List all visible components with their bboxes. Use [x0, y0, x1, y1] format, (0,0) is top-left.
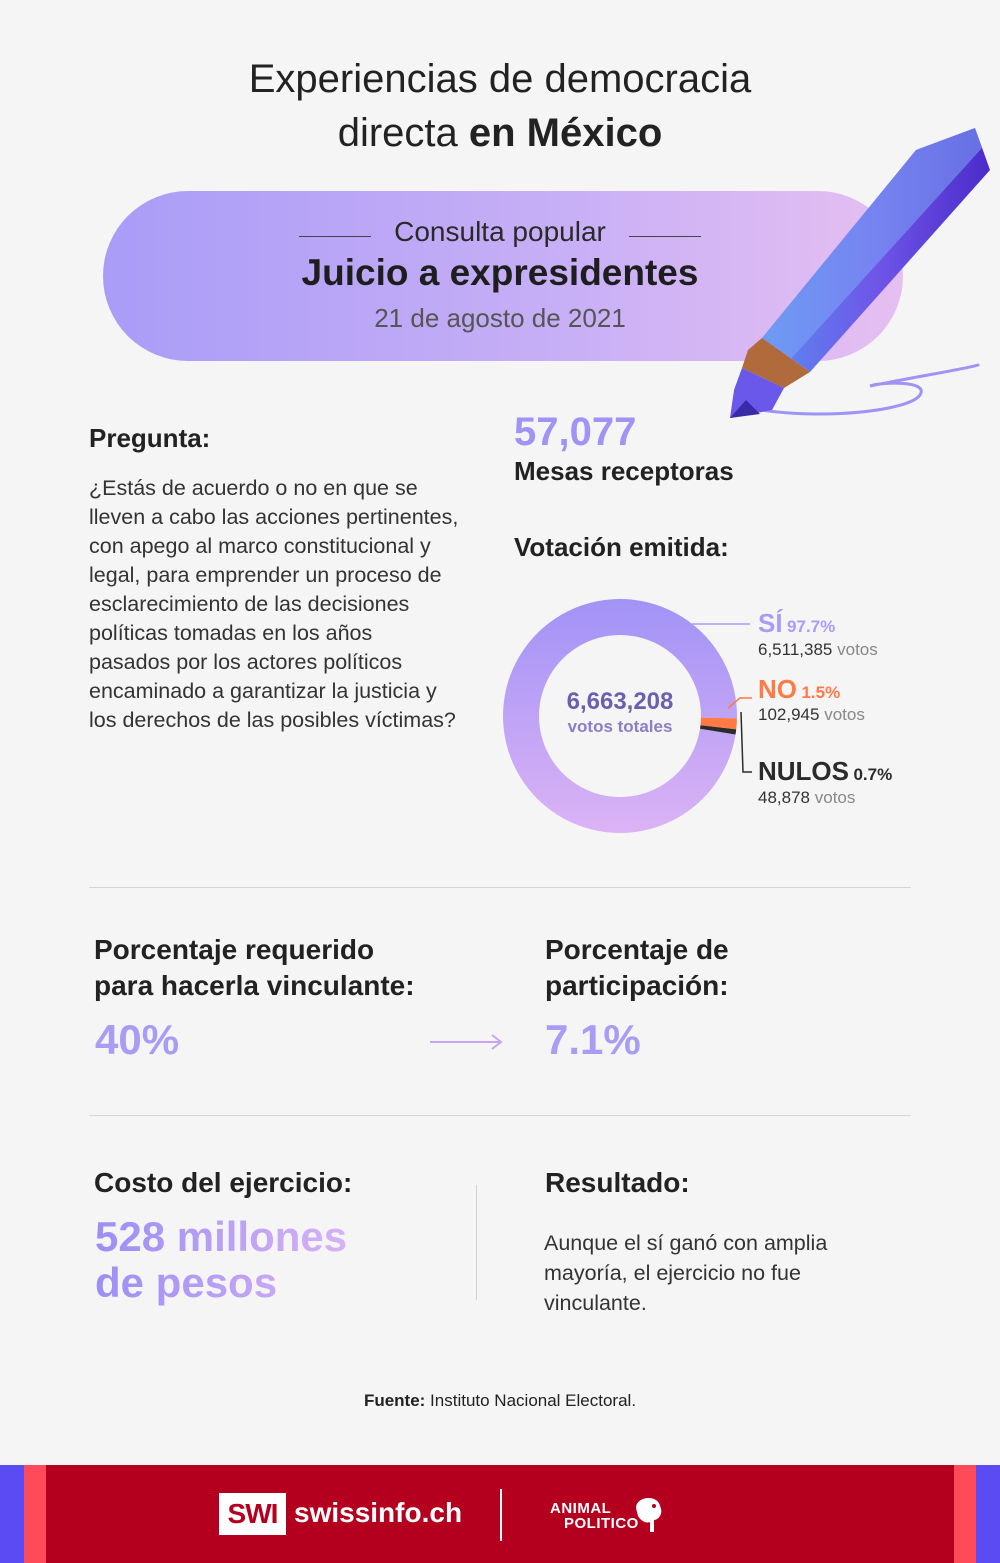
legend-nulos	[758, 756, 892, 787]
required-label	[94, 932, 415, 1004]
pencil-icon	[720, 110, 1000, 440]
title-line-1: Experiencias de democracia	[248, 57, 752, 101]
footer-edge-left-blue	[0, 1465, 24, 1563]
mesas-label: Mesas receptoras	[514, 456, 734, 486]
leader-nulos	[741, 712, 752, 772]
participation-label-line-1: Porcentaje de	[545, 934, 729, 965]
participation-label-line-2: participación:	[545, 970, 729, 1001]
legend-si-votes	[758, 640, 878, 660]
banner-title: Juicio a expresidentes	[301, 252, 699, 293]
votacion-label: Votación emitida:	[514, 532, 729, 562]
legend-nulos-votes-num: 48,878	[758, 788, 810, 807]
legend-si-pct: 97.7%	[787, 617, 836, 636]
legend-no-votes-num: 102,945	[758, 705, 820, 724]
section-vertical-divider	[476, 1185, 477, 1300]
participation-value: 7.1%	[545, 1016, 641, 1063]
legend-nulos-pct: 0.7%	[853, 765, 893, 784]
animal-mascot-icon	[628, 1490, 668, 1536]
participation-label	[545, 932, 729, 1004]
legend-nulos-votes-unit: votos	[814, 788, 856, 807]
question-text: ¿Estás de acuerdo o no en que se lleven a cabo las acciones pertinentes, con apego al marco constitucional y legal, para emprender un proceso de esclarecimiento de las decisiones políticas tomadas en los años pasados por los actores políticos encaminado a garantizar la justicia y los derechos de las posibles víctimas?	[89, 476, 459, 732]
animal-logo-line-1: ANIMAL	[550, 1500, 612, 1517]
banner-subtitle: Consulta popular	[394, 216, 606, 247]
legend-no-votes-unit: votos	[824, 705, 865, 724]
banner-date: 21 de agosto de 2021	[374, 303, 626, 333]
footer-separator	[500, 1489, 502, 1541]
legend-si	[758, 608, 835, 639]
legend-nulos-votes	[758, 788, 855, 808]
cost-value-line-2: de pesos	[95, 1259, 278, 1306]
title-line-2-regular: directa	[337, 111, 469, 155]
legend-si-votes-num: 6,511,385	[758, 640, 833, 659]
swi-logo[interactable]: SWI	[219, 1493, 286, 1535]
donut-total-votes: 6,663,208	[566, 688, 674, 715]
swissinfo-logo-text[interactable]: swissinfo.ch	[294, 1497, 463, 1528]
result-text: Aunque el sí ganó con amplia mayoría, el ejercicio no fue vinculante.	[544, 1231, 828, 1315]
legend-no-pct: 1.5%	[801, 683, 841, 702]
source-note	[0, 1391, 1000, 1411]
cost-value	[95, 1214, 347, 1306]
legend-si-votes-unit: votos	[837, 640, 878, 659]
animal-politico-logo[interactable]	[550, 1501, 639, 1531]
legend-no	[758, 674, 840, 705]
cost-value-line-1: 528 millones	[95, 1213, 348, 1260]
question-label: Pregunta:	[89, 423, 211, 453]
mesas-number: 57,077	[514, 410, 637, 454]
donut-slice-si	[503, 599, 737, 833]
required-label-line-2: para hacerla vinculante:	[94, 970, 415, 1001]
legend-si-name: SÍ	[758, 608, 783, 638]
result-label: Resultado:	[545, 1167, 690, 1198]
divider-top	[89, 887, 911, 888]
footer-edge-right-red	[954, 1465, 976, 1563]
legend-no-name: NO	[758, 674, 797, 704]
donut-total-label: votos totales	[567, 717, 673, 736]
footer-edge-right-blue	[976, 1465, 1000, 1563]
animal-logo-line-2: POLITICO	[564, 1515, 639, 1532]
cost-label: Costo del ejercicio:	[94, 1167, 353, 1198]
required-value: 40%	[95, 1016, 180, 1063]
divider-middle	[89, 1115, 911, 1116]
footer-edge-left-red	[24, 1465, 46, 1563]
required-label-line-1: Porcentaje requerido	[94, 934, 375, 965]
legend-no-votes	[758, 705, 865, 725]
arrow-right-icon	[430, 1032, 505, 1052]
title-line-2-bold: en México	[468, 111, 663, 155]
source-label: Fuente:	[363, 1391, 426, 1410]
source-text: Instituto Nacional Electoral.	[425, 1391, 637, 1410]
legend-nulos-name: NULOS	[758, 756, 849, 786]
